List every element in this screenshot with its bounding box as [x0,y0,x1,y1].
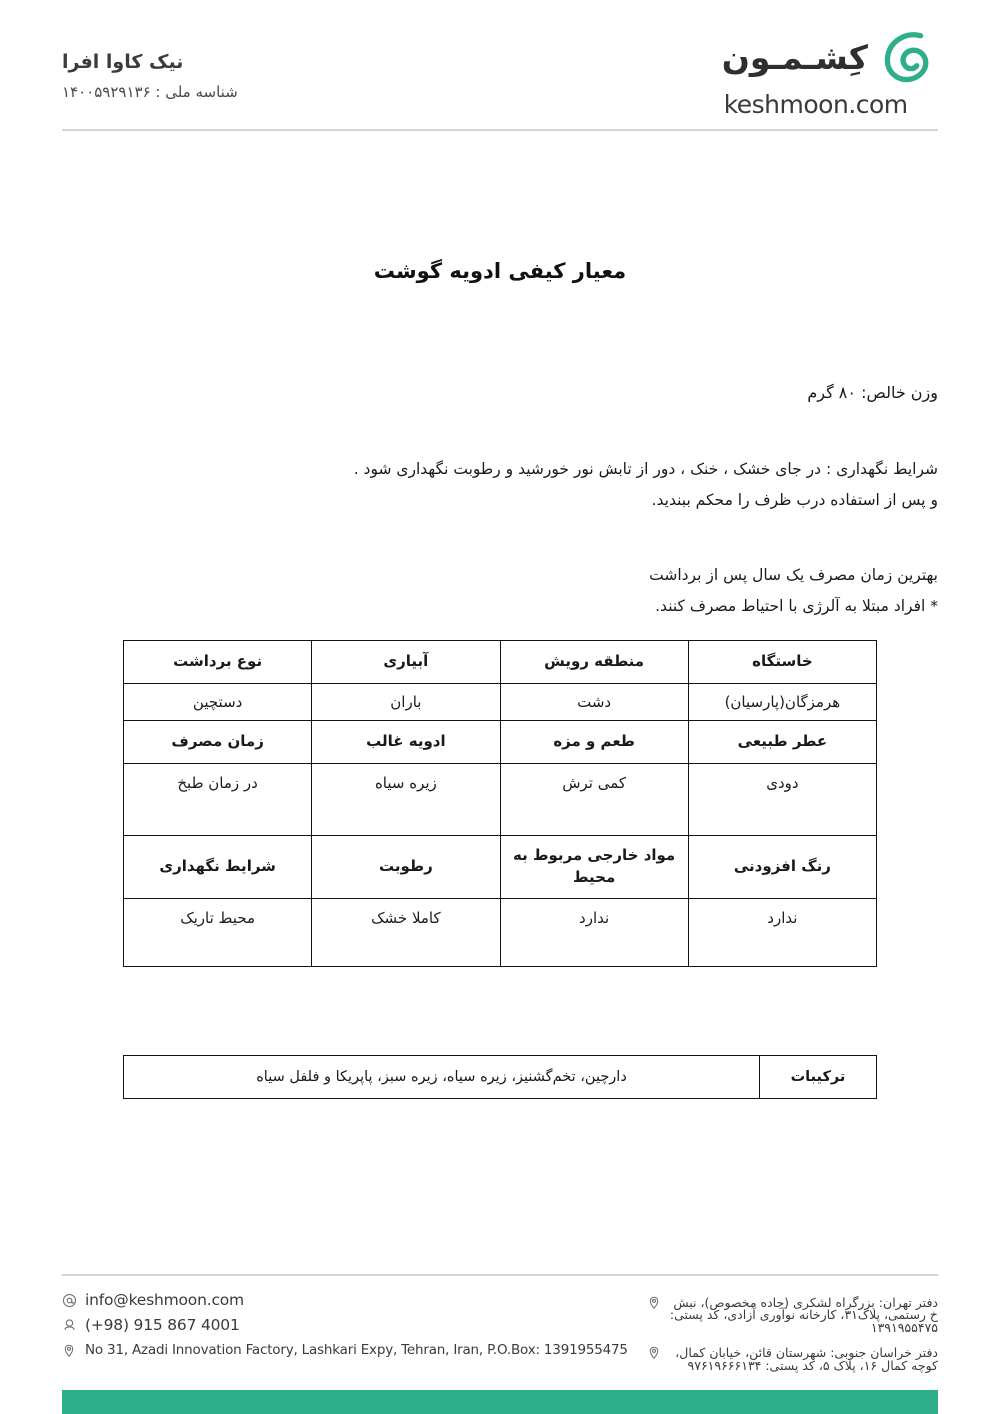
phone-line[interactable] [62,1313,628,1339]
spec-value-cell: در زمان طبخ [124,764,312,836]
brand-name-fa: کِشـمـون [721,37,868,77]
table-row [124,684,877,721]
spec-value-cell: دشت [500,684,688,721]
tehran-office-address [646,1290,938,1341]
allergy-warning: * افراد مبتلا به آلرژی با احتیاط مصرف کنند. [655,597,938,615]
spec-value-cell: دستچین [124,684,312,721]
storage-conditions-line-1: شرایط نگهداری : در جای خشک ، خنک ، دور از تابش نور خورشید و رطوبت نگهداری شود . [353,460,938,478]
document-header [0,0,1000,119]
tehran-office-text: دفتر تهران: بزرگراه لشکری (جاده مخصوص)، نبش خ رستمی، پلاک۳۱، کارخانه نوآوری آزادی، کد پستی: ۱۳۹۱۹۵۵۴۷۵ [669,1294,938,1335]
ingredients-label: ترکیبات [760,1055,877,1098]
table-header-row [124,641,877,684]
net-weight: وزن خالص: ۸۰ گرم [807,383,938,402]
table-header-row [124,836,877,899]
table-row [124,764,877,836]
table-row [124,898,877,966]
spec-header-cell: زمان مصرف [124,721,312,764]
company-national-id: شناسه ملی : ۱۴۰۰۵۹۲۹۱۳۶ [62,82,238,101]
spec-header-cell: مواد خارجی مربوط به محیط [500,836,688,899]
storage-conditions-line-2: و پس از استفاده درب ظرف را محکم ببندید. [651,491,938,509]
spec-header-cell: نوع برداشت [124,641,312,684]
brand-logo [722,26,938,119]
company-name: نیک کاوا افرا [62,51,184,73]
ingredients-value: دارچین، تخم‌گشنیز، زیره سیاه، زیره سبز، پاپریکا و فلفل سیاه [124,1055,760,1098]
brand-domain: keshmoon.com [723,90,908,119]
keshmoon-swirl-logo-icon [876,26,938,88]
spec-header-cell: ادویه غالب [312,721,500,764]
phone-icon [62,1318,77,1333]
spec-header-cell: رنگ افزودنی [688,836,876,899]
document-body [0,131,1000,1274]
contact-details [62,1288,628,1364]
spec-header-cell: خاستگاه [688,641,876,684]
location-pin-icon [646,1296,661,1311]
storage-conditions [62,454,938,516]
best-consumption-time [62,560,938,622]
spec-header-cell: رطوبت [312,836,500,899]
spec-value-cell: زیره سیاه [312,764,500,836]
table-header-row [124,721,877,764]
location-pin-icon [62,1344,77,1359]
spec-header-cell: طعم و مزه [500,721,688,764]
office-addresses [646,1288,938,1379]
ingredients-table [123,1055,877,1099]
email-at-icon [62,1293,77,1308]
khorasan-office-text: دفتر خراسان جنوبی: شهرستان قائن، خیابان کمال، کوچه کمال ۱۶، پلاک ۵، کد پستی: ۹۷۶۱۹۶۶۶۱۳۴ [675,1345,938,1373]
spec-value-cell: ندارد [688,898,876,966]
spec-value-cell: دودی [688,764,876,836]
company-info [62,26,238,101]
spec-value-cell: هرمزگان(پارسیان) [688,684,876,721]
best-consumption-time-line-1: بهترین زمان مصرف یک سال پس از برداشت [649,566,938,584]
spec-value-cell: محیط تاریک [124,898,312,966]
phone-text: (+98) 915 867 4001 [85,1316,240,1334]
khorasan-office-address [646,1340,938,1378]
spec-header-cell: عطر طبیعی [688,721,876,764]
spec-value-cell: کمی ترش [500,764,688,836]
page-title: معیار کیفی ادویه گوشت [373,259,627,283]
english-address-line [62,1339,628,1364]
document-footer [0,1274,1000,1414]
email-line[interactable] [62,1288,628,1314]
brand-accent-bar [62,1390,938,1414]
spec-value-cell: کاملا خشک [312,898,500,966]
spec-value-cell: باران [312,684,500,721]
table-row [124,1055,877,1098]
email-text: info@keshmoon.com [85,1290,244,1309]
spec-value-cell: ندارد [500,898,688,966]
spec-header-cell: منطقه رویش [500,641,688,684]
quality-spec-table [123,640,877,967]
spec-header-cell: شرایط نگهداری [124,836,312,899]
location-pin-icon [646,1346,661,1361]
english-address-text: No 31, Azadi Innovation Factory, Lashkari Expy, Tehran, Iran, P.O.Box: 1391955475 [85,1342,628,1359]
spec-header-cell: آبیاری [312,641,500,684]
